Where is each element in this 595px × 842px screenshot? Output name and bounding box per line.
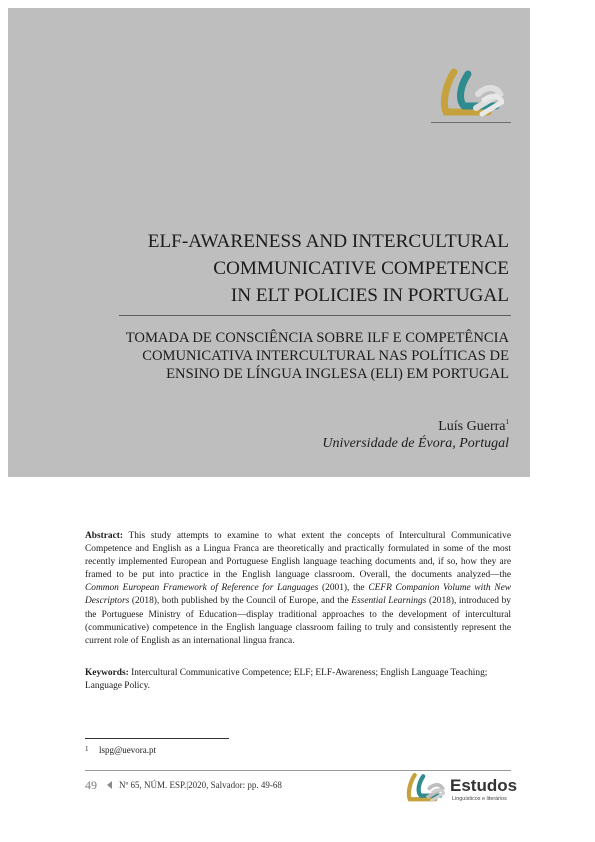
footnote [85,745,156,755]
abstract [85,530,511,648]
abstract-text-2: (2001), the [318,583,369,594]
title-en-line-3: IN ELT POLICIES IN PORTUGAL [230,285,509,306]
abstract-text-4: (2018), introduced by the Portuguese Ministry of Education—display traditional approaches to the development of intercultural (communicative) competence in the English language classroom failing to truly and consistently represent the current role of English as an international lingua franca. [85,596,511,646]
article-title-english [79,228,509,309]
page-number: 49 [85,778,97,792]
title-pt-line-1: TOMADA DE CONSCIÊNCIA SOBRE ILF E COMPETÊNCIA [125,330,509,346]
title-pt-line-3: ENSINO DE LÍNGUA INGLESA (ELI) EM PORTUGAL [166,366,509,382]
footnote-divider [85,738,229,739]
journal-logo-icon [438,68,504,122]
abstract-text-3: (2018), both published by the Council of Europe, and the [129,596,352,607]
journal-subtitle: Linguísticos e literários [452,796,507,802]
abstract-doc-companion: CEFR Companion Volume with New Descriptors [85,583,511,607]
abstract-doc-essential: Essential Learnings [351,596,427,607]
keywords-label: Keywords: [85,668,129,678]
keywords-text: Intercultural Communicative Competence; ELF; ELF-Awareness; English Language Teaching; Language Policy. [85,668,488,692]
abstract-doc-cefr: Common European Framework of Reference for Languages [85,583,319,594]
author-affiliation: Universidade de Évora, Portugal [322,436,509,451]
title-en-line-2: COMMUNICATIVE COMPETENCE [213,258,509,279]
footnote-number: 1 [85,745,89,753]
footer-divider [85,770,511,771]
issue-citation: Nº 65, NÚM. ESP.|2020, Salvador: pp. 49-68 [119,780,282,790]
journal-logo-small-icon [405,772,445,806]
triangle-left-icon [107,781,112,789]
logo-divider [431,122,511,123]
footnote-email[interactable]: lspg@uevora.pt [99,745,157,755]
author-name-text: Luís Guerra [438,419,506,434]
journal-name: Estudos [450,776,518,795]
abstract-text-1: This study attempts to examine to what extent the concepts of Intercultural Communicative Competence and English as a Lingua Franca are theoretically and practically formulated in some of the most recently implemented European and Portuguese English language teaching documents and, if so, how they are framed to be put into practice in the English language classroom. Overall, the documents analyzed—the [85,531,511,581]
title-divider [119,315,511,316]
article-title-portuguese [49,329,509,383]
abstract-label: Abstract: [85,531,124,541]
author-footnote-marker[interactable]: 1 [505,418,509,426]
title-en-line-1: ELF-AWARENESS AND INTERCULTURAL [147,231,509,252]
author-name [438,418,509,435]
title-pt-line-2: COMUNICATIVA INTERCULTURAL NAS POLÍTICAS DE [142,348,509,364]
keywords [85,667,511,693]
